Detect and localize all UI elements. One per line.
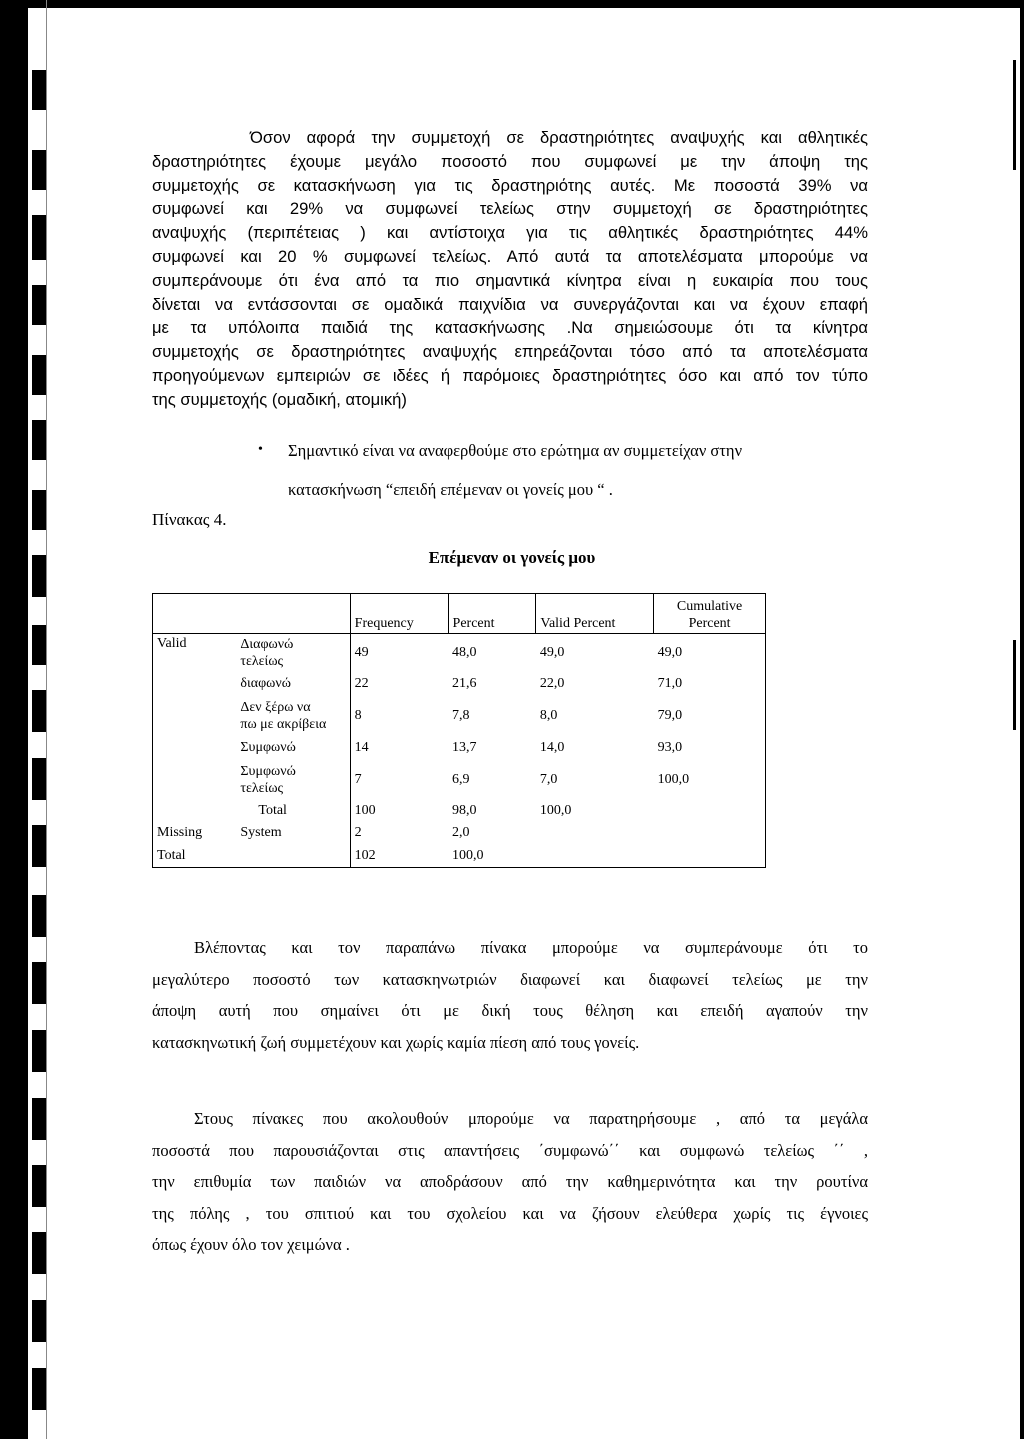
binding-hole bbox=[32, 625, 46, 665]
table-header-row bbox=[153, 594, 766, 634]
binding-hole bbox=[32, 1368, 46, 1410]
header-cumulative-percent bbox=[654, 594, 766, 634]
scan-right-border bbox=[1020, 0, 1024, 1439]
cell-percent: 100,0 bbox=[452, 847, 484, 863]
binding-hole bbox=[32, 1030, 46, 1072]
cell-percent: 7,8 bbox=[452, 708, 470, 723]
table-row bbox=[153, 634, 766, 672]
frequency-table bbox=[152, 593, 766, 868]
text-line: συμπεράνουμε ότι ένα από τα πιο σημαντικά κίνητρα είναι η ευκαιρία που τους bbox=[152, 270, 868, 290]
cell-valid-percent: 7,0 bbox=[539, 772, 558, 787]
binding-hole bbox=[32, 490, 46, 530]
text-line: δραστηριότητες έχουμε μεγάλο ποσοστό που συμφωνεί με την άποψη της bbox=[152, 151, 868, 171]
paragraph-following-tables bbox=[152, 1103, 868, 1261]
group-valid: Valid bbox=[153, 634, 237, 672]
text-line: της πόλης , του σπιτιού και του σχολείου και να ζήσουν ελεύθερα χωρίς τις έγνοιες bbox=[152, 1203, 868, 1223]
cell-cumulative: 93,0 bbox=[657, 740, 683, 755]
cell-cumulative bbox=[654, 800, 766, 822]
bullet-text-line: κατασκήνωση “επειδή επέμεναν οι γονείς μου “ . bbox=[288, 480, 613, 499]
group-missing: Missing bbox=[157, 825, 203, 840]
bullet-icon: • bbox=[258, 442, 263, 457]
cell-cumulative: 100,0 bbox=[657, 772, 690, 787]
table-row bbox=[153, 760, 766, 800]
cell-percent: 2,0 bbox=[452, 825, 470, 840]
text-line: την επιθυμία των παιδιών να αποδράσουν από την καθημερινότητα και την ρουτίνα bbox=[152, 1172, 868, 1192]
cell-percent: 13,7 bbox=[452, 740, 477, 755]
group-total: Total bbox=[157, 847, 186, 863]
text-line: συμμετοχής σε κατασκήνωση για τις δραστηριότης αυτές. Με ποσοστά 39% να bbox=[152, 175, 868, 195]
cell-frequency: 49 bbox=[350, 634, 448, 672]
row-label: Συμφωνώ bbox=[240, 740, 296, 755]
row-label: διαφωνώ bbox=[240, 676, 291, 691]
row-label: Συμφωνώ τελείως bbox=[240, 763, 296, 796]
scan-top-border bbox=[0, 0, 1024, 8]
cell-frequency: 8 bbox=[350, 696, 448, 736]
cell-valid-percent: 100,0 bbox=[539, 803, 572, 818]
text-line: αναψυχής (περιπέτειας ) και αντίστοιχα για τις αθλητικές δραστηριότητες 44% bbox=[152, 223, 868, 243]
text-line: ποσοστά που παρουσιάζονται στις απαντήσεις ΄συμφωνώ΄΄ και συμφωνώ τελείως ΄΄ , bbox=[152, 1140, 868, 1160]
binding-hole bbox=[32, 285, 46, 325]
cell-frequency: 100 bbox=[350, 800, 448, 822]
text-line: όπως έχουν όλο τον χειμώνα . bbox=[152, 1235, 350, 1255]
cell-cumulative: 49,0 bbox=[654, 634, 766, 672]
text-line: συμμετοχής σε δραστηριότητες αναψυχής επηρεάζονται τόσο από τα αποτελέσματα bbox=[152, 342, 868, 362]
header-cumulative-line2: Percent bbox=[688, 616, 731, 631]
text-line: άποψη αυτή που σημαίνει ότι με δική τους θέληση και επειδή αγαπούν την bbox=[152, 1001, 868, 1021]
text-line: μεγαλύτερο ποσοστό των κατασκηνωτριών διαφωνεί και διαφωνεί τελείως με την bbox=[152, 969, 868, 989]
binding-hole bbox=[32, 420, 46, 460]
table-row bbox=[153, 696, 766, 736]
text-line: Όσον αφορά την συμμετοχή σε δραστηριότητες αναψυχής και αθλητικές bbox=[250, 128, 868, 147]
text-line: δίνεται να εντάσσονται σε ομαδικά παιχνίδια να συνεργάζονται και να έχουν επαφή bbox=[152, 294, 868, 314]
cell-percent: 6,9 bbox=[452, 772, 470, 787]
scan-left-border bbox=[0, 0, 28, 1439]
header-frequency: Frequency bbox=[350, 594, 448, 634]
row-label: Total bbox=[258, 803, 287, 818]
cell-frequency: 22 bbox=[350, 672, 448, 696]
scan-side-line bbox=[46, 0, 47, 1439]
row-label: Δεν ξέρω να πω με ακρίβεια bbox=[240, 699, 327, 732]
binding-hole bbox=[32, 962, 46, 1004]
text-line: κατασκηνωτική ζωή συμμετέχουν και χωρίς καμία πίεση από τους γονείς. bbox=[152, 1032, 640, 1052]
text-line: της συμμετοχής (ομαδική, ατομική) bbox=[152, 389, 407, 409]
scan-right-mark bbox=[1013, 640, 1016, 730]
cell-valid-percent: 14,0 bbox=[539, 740, 565, 755]
header-percent: Percent bbox=[448, 594, 536, 634]
text-line: προηγούμενων εμπειριών σε ιδέες ή παρόμοιες δραστηριότητες όσο και από τον τύπο bbox=[152, 365, 868, 385]
bullet-text-line: Σημαντικό είναι να αναφερθούμε στο ερώτημα αν συμμετείχαν στην bbox=[288, 441, 743, 460]
header-cumulative-line1: Cumulative bbox=[676, 599, 743, 614]
binding-hole bbox=[32, 70, 46, 110]
cell-percent: 21,6 bbox=[452, 676, 477, 691]
binding-hole bbox=[32, 1300, 46, 1342]
cell-percent: 48,0 bbox=[448, 634, 536, 672]
cell-cumulative: 79,0 bbox=[657, 708, 683, 723]
text-line: Βλέποντας και τον παραπάνω πίνακα μπορούμε να συμπεράνουμε ότι το bbox=[194, 938, 868, 957]
binding-hole bbox=[32, 895, 46, 937]
paragraph-intro bbox=[152, 126, 868, 412]
cell-cumulative: 71,0 bbox=[657, 676, 683, 691]
cell-frequency: 14 bbox=[350, 736, 448, 760]
cell-frequency: 7 bbox=[350, 760, 448, 800]
cell-valid-percent: 22,0 bbox=[539, 676, 565, 691]
scan-right-mark bbox=[1013, 60, 1016, 170]
table-row bbox=[153, 736, 766, 760]
paragraph-conclusion bbox=[152, 932, 868, 1058]
cell-frequency: 2 bbox=[350, 822, 448, 844]
row-label: System bbox=[240, 825, 282, 840]
binding-hole bbox=[32, 758, 46, 800]
cell-valid-percent: 49,0 bbox=[536, 634, 654, 672]
table-title: Επέμεναν οι γονείς μου bbox=[428, 548, 596, 567]
table-row bbox=[153, 800, 766, 822]
binding-hole bbox=[32, 1232, 46, 1274]
row-label: Διαφωνώ τελείως bbox=[236, 634, 350, 672]
table-row bbox=[153, 844, 766, 868]
binding-hole bbox=[32, 150, 46, 190]
binding-hole bbox=[32, 690, 46, 732]
binding-hole bbox=[32, 1098, 46, 1140]
text-line: συμφωνεί και 20 % συμφωνεί τελείως. Από αυτά τα αποτελέσματα μπορούμε να bbox=[152, 246, 868, 266]
header-valid-percent: Valid Percent bbox=[536, 594, 654, 634]
cell-valid-percent: 8,0 bbox=[539, 708, 558, 723]
text-line: Στους πίνακες που ακολουθούν μπορούμε να παρατηρήσουμε , από τα μεγάλα bbox=[194, 1109, 868, 1128]
text-line: συμφωνεί και 29% να συμφωνεί τελείως στην συμμετοχή σε δραστηριότητες bbox=[152, 199, 868, 219]
binding-hole bbox=[32, 1165, 46, 1207]
table-row bbox=[153, 672, 766, 696]
cell-percent: 98,0 bbox=[452, 803, 477, 818]
cell-frequency: 102 bbox=[350, 844, 448, 868]
binding-hole bbox=[32, 355, 46, 395]
binding-hole bbox=[32, 825, 46, 867]
binding-hole bbox=[32, 215, 46, 260]
table-caption: Πίνακας 4. bbox=[152, 510, 227, 529]
text-line: με τα υπόλοιπα παιδιά της κατασκήνωσης .Να σημειώσουμε ότι τα κίνητρα bbox=[152, 318, 868, 338]
table-row bbox=[153, 822, 766, 844]
